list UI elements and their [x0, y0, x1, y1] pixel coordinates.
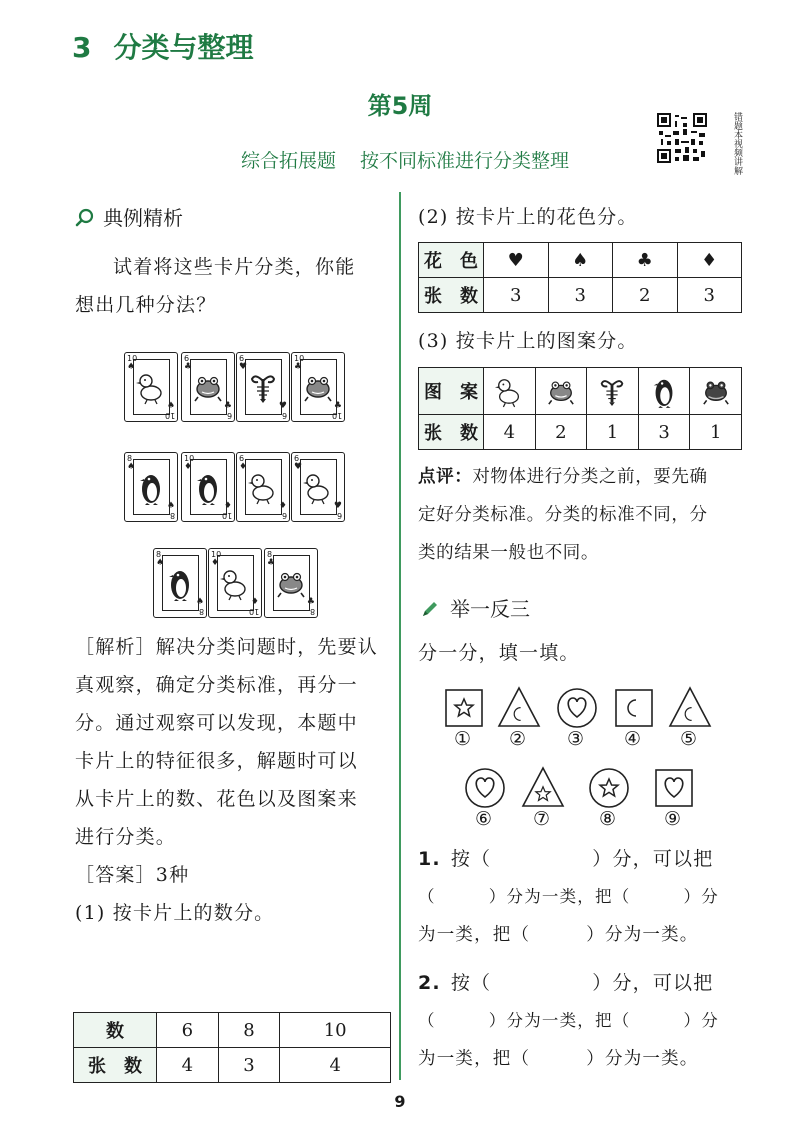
table-cell: 2	[535, 415, 587, 450]
shape-item	[442, 686, 486, 750]
duck-icon	[494, 372, 524, 410]
answer-line: ［答案］3种	[75, 864, 190, 886]
subtitle-topic: 按不同标准进行分类整理	[360, 150, 570, 172]
question-number: 2.	[418, 972, 441, 994]
card-suit: ♣	[184, 362, 193, 372]
table-cell: 3	[484, 278, 549, 313]
number-table	[73, 1012, 391, 1083]
frog-icon	[302, 367, 334, 407]
playing-card	[181, 452, 235, 522]
circle-star-icon	[587, 766, 631, 810]
qr-label: 错题本视频讲解	[732, 112, 742, 175]
lobster-icon	[587, 368, 639, 415]
analysis-text	[75, 628, 395, 932]
card-suit: ♣	[294, 362, 303, 372]
card-number: 10	[248, 607, 259, 616]
playing-card	[124, 352, 178, 422]
duck-icon	[247, 467, 279, 507]
shape-item	[463, 766, 507, 830]
card-number: 8	[127, 454, 133, 463]
duck-icon	[302, 467, 334, 507]
table-header-cell: 图 案	[419, 368, 484, 415]
table-cell: 3	[638, 415, 690, 450]
playing-card	[236, 452, 290, 522]
shape-label: ⑨	[664, 808, 682, 830]
lobster-icon	[597, 372, 627, 410]
card-number: 6	[336, 511, 342, 520]
question-line: 试着将这些卡片分类，你能	[113, 256, 356, 278]
example-heading-text: 典例精析	[103, 206, 183, 230]
shape-label: ②	[509, 728, 527, 750]
square-moon-icon	[612, 686, 656, 730]
lobster-icon	[247, 367, 279, 407]
table-header-cell: 张 数	[419, 415, 484, 450]
penguin-icon	[135, 467, 167, 507]
shape-label: ⑧	[599, 808, 617, 830]
dark-frog-icon	[690, 368, 742, 415]
card-number: 6	[184, 354, 190, 363]
table-cell: 4	[280, 1048, 391, 1083]
comment-line: 类的结果一般也不同。	[418, 543, 599, 563]
question-number: 1.	[418, 848, 441, 870]
question-line: （ ）分为一类，把（ ）分	[418, 1011, 719, 1030]
frog-icon	[535, 368, 587, 415]
table-cell: 4	[484, 415, 536, 450]
table-header-cell: 张 数	[74, 1048, 157, 1083]
triangle-star-icon	[521, 766, 565, 810]
question-line: （ ）分为一类，把（ ）分	[418, 887, 719, 906]
card-number: 8	[156, 550, 162, 559]
table-cell: 2	[613, 278, 678, 313]
penguin-icon	[192, 467, 224, 507]
question-2	[418, 964, 748, 1078]
card-suit: ♠	[127, 462, 136, 472]
example-heading	[75, 202, 183, 231]
question-line: 为一类，把（ ）分为一类。	[418, 925, 699, 945]
card-number: 6	[281, 411, 287, 420]
comment-line: 定好分类标准。分类的标准不同，分	[418, 505, 708, 525]
shape-item	[668, 686, 712, 750]
shape-label: ⑤	[680, 728, 698, 750]
suit-cell: ♠	[548, 243, 613, 278]
chapter-number: 3	[72, 31, 92, 64]
card-number: 8	[198, 607, 204, 616]
suit-cell: ♦	[677, 243, 742, 278]
frog-dark-icon	[701, 372, 731, 410]
question-1	[418, 840, 748, 954]
analysis-line: 分。通过观察可以发现，本题中	[75, 712, 358, 734]
suit-cell: ♥	[484, 243, 549, 278]
shape-label: ⑥	[475, 808, 493, 830]
card-suit: ♦	[211, 558, 220, 568]
table-header-cell: 张 数	[419, 278, 484, 313]
by-number-heading: (1) 按卡片上的数分。	[75, 902, 275, 924]
shape-label: ⑦	[533, 808, 551, 830]
playing-card	[208, 548, 262, 618]
table-cell: 3	[218, 1048, 280, 1083]
duck-icon	[219, 563, 251, 603]
question-line: 为一类，把（ ）分为一类。	[418, 1049, 699, 1069]
playing-card	[264, 548, 318, 618]
card-suit: ♥	[333, 501, 342, 511]
card-number: 10	[294, 354, 305, 363]
shape-label: ①	[454, 728, 472, 750]
card-number: 6	[226, 411, 232, 420]
table-cell: 10	[280, 1013, 391, 1048]
shape-item	[521, 766, 565, 830]
table-cell: 4	[157, 1048, 219, 1083]
card-number: 6	[239, 454, 245, 463]
circle-heart-icon	[463, 766, 507, 810]
playing-card	[153, 548, 207, 618]
card-suit: ♥	[278, 401, 287, 411]
card-number: 6	[239, 354, 245, 363]
square-star-icon	[442, 686, 486, 730]
practice-heading-text: 举一反三	[450, 597, 530, 621]
frog-icon	[546, 372, 576, 410]
card-suit: ♠	[166, 501, 175, 511]
frog-icon	[275, 563, 307, 603]
question-line: 按（ ）分，可以把	[450, 848, 714, 870]
circle-heart-icon	[555, 686, 599, 730]
comment-label: 点评：	[418, 467, 473, 487]
card-number: 8	[267, 550, 273, 559]
card-suit: ♦	[239, 462, 248, 472]
card-suit: ♦	[250, 597, 259, 607]
subtitle-category: 综合拓展题	[240, 150, 336, 172]
table-cell: 1	[587, 415, 639, 450]
analysis-line: 进行分类。	[75, 826, 177, 848]
card-suit: ♥	[294, 462, 303, 472]
card-number: 10	[127, 354, 138, 363]
playing-card	[181, 352, 235, 422]
question-line: 按（ ）分，可以把	[450, 972, 714, 994]
card-suit: ♦	[184, 462, 193, 472]
table-cell: 1	[690, 415, 742, 450]
chapter-title	[72, 26, 276, 66]
card-number: 8	[309, 607, 315, 616]
shape-item	[497, 686, 541, 750]
card-number: 8	[169, 511, 175, 520]
practice-intro: 分一分，填一填。	[418, 642, 580, 664]
card-suit: ♠	[127, 362, 136, 372]
table-cell: 8	[218, 1013, 280, 1048]
duck-icon	[135, 367, 167, 407]
card-number: 6	[281, 511, 287, 520]
table-header-cell: 数	[74, 1013, 157, 1048]
card-number: 10	[164, 411, 175, 420]
suit-cell: ♣	[613, 243, 678, 278]
frog-icon	[192, 367, 224, 407]
pencil-icon	[420, 599, 440, 619]
shape-item	[587, 766, 631, 830]
shape-label: ④	[624, 728, 642, 750]
card-number: 6	[294, 454, 300, 463]
playing-card	[236, 352, 290, 422]
comment-block	[418, 458, 748, 572]
qr-code-icon[interactable]	[657, 113, 707, 163]
playing-card	[124, 452, 178, 522]
card-suit: ♠	[195, 597, 204, 607]
duck-icon	[484, 368, 536, 415]
by-suit-heading: (2) 按卡片上的花色分。	[418, 206, 638, 228]
triangle-moon-icon	[668, 686, 712, 730]
question-text	[75, 248, 395, 324]
square-heart-icon	[652, 766, 696, 810]
week-title: 第5周	[367, 92, 433, 120]
analysis-line: 从卡片上的数、花色以及图案来	[75, 788, 358, 810]
card-suit: ♣	[306, 597, 315, 607]
card-number: 10	[211, 550, 222, 559]
card-suit: ♣	[267, 558, 276, 568]
pattern-table	[418, 367, 742, 450]
by-pattern-heading: (3) 按卡片上的图案分。	[418, 330, 638, 352]
analysis-line: 卡片上的特征很多，解题时可以	[75, 750, 358, 772]
chapter-name: 分类与整理	[113, 31, 254, 64]
shape-item	[555, 686, 599, 750]
card-suit: ♥	[239, 362, 248, 372]
card-number: 10	[184, 454, 195, 463]
page-number: 9	[394, 1092, 406, 1111]
card-suit: ♦	[278, 501, 287, 511]
triangle-moon-icon	[497, 686, 541, 730]
magnifier-icon	[75, 208, 95, 228]
penguin-icon	[649, 372, 679, 410]
analysis-line: 真观察，确定分类标准，再分一	[75, 674, 358, 696]
column-divider	[399, 192, 401, 1080]
table-cell: 6	[157, 1013, 219, 1048]
shape-label: ③	[567, 728, 585, 750]
playing-card	[291, 452, 345, 522]
card-suit: ♠	[166, 401, 175, 411]
question-line: 想出几种分法？	[75, 294, 217, 316]
analysis-line: ［解析］解决分类问题时，先要认	[75, 636, 379, 658]
card-suit: ♣	[333, 401, 342, 411]
table-cell: 3	[548, 278, 613, 313]
suit-table	[418, 242, 742, 313]
table-cell: 3	[677, 278, 742, 313]
card-suit: ♦	[223, 501, 232, 511]
card-number: 10	[331, 411, 342, 420]
playing-card	[291, 352, 345, 422]
practice-heading	[420, 593, 530, 622]
card-number: 10	[221, 511, 232, 520]
card-suit: ♠	[156, 558, 165, 568]
comment-line: 对物体进行分类之前，要先确	[472, 467, 708, 487]
card-suit: ♣	[223, 401, 232, 411]
shape-item	[652, 766, 696, 830]
shape-item	[612, 686, 656, 750]
penguin-icon	[164, 563, 196, 603]
penguin-icon	[638, 368, 690, 415]
table-header-cell: 花 色	[419, 243, 484, 278]
